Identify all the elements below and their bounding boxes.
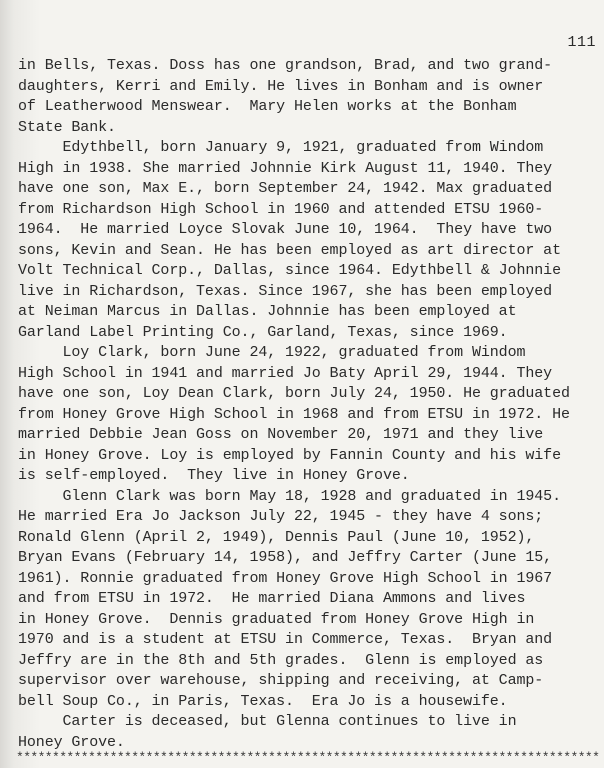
text-line: bell Soup Co., in Paris, Texas. Era Jo is a housewife. [18, 692, 508, 710]
text-line: Honey Grove. [18, 733, 125, 751]
text-line: Jeffry are in the 8th and 5th grades. Glenn is employed as [18, 651, 544, 669]
text-line: have one son, Loy Dean Clark, born July 24, 1950. He graduated [18, 385, 570, 402]
text-line: Bryan Evans (February 14, 1958), and Jeffry Carter (June 15, [18, 549, 553, 566]
text-line: Glenn Clark was born May 18, 1928 and graduated in 1945. [18, 487, 561, 505]
text-line: is self-employed. They live in Honey Grove. [18, 467, 410, 484]
text-line: in Honey Grove. Loy is employed by Fannin County and his wife [18, 446, 561, 464]
text-line: at Neiman Marcus in Dallas. Johnnie has been employed at [18, 303, 517, 320]
body-text [18, 56, 604, 753]
text-line: from Richardson High School in 1960 and attended ETSU 1960- [18, 200, 544, 218]
text-line: live in Richardson, Texas. Since 1967, she has been employed [18, 282, 553, 300]
text-line: 1970 and is a student at ETSU in Commerce, Texas. Bryan and [18, 631, 553, 648]
page-number: 111 [567, 34, 596, 51]
text-line: He married Era Jo Jackson July 22, 1945 - they have 4 sons; [18, 508, 544, 525]
text-line: in Honey Grove. Dennis graduated from Honey Grove High in [18, 610, 535, 628]
text-line: in Bells, Texas. Doss has one grandson, Brad, and two grand- [18, 57, 553, 74]
text-line: daughters, Kerri and Emily. He lives in Bonham and is owner [18, 77, 544, 95]
text-line: 1961). Ronnie graduated from Honey Grove High School in 1967 [18, 569, 553, 587]
text-line: Garland Label Printing Co., Garland, Texas, since 1969. [18, 323, 508, 341]
text-line: sons, Kevin and Sean. He has been employed as art director at [18, 241, 561, 259]
text-line: married Debbie Jean Goss on November 20, 1971 and they live [18, 426, 544, 443]
text-line: 1964. He married Loyce Slovak June 10, 1964. They have two [18, 221, 553, 238]
text-line: Carter is deceased, but Glenna continues to live in [18, 713, 517, 730]
text-line: Volt Technical Corp., Dallas, since 1964. Edythbell & Johnnie [18, 262, 561, 279]
text-line: High in 1938. She married Johnnie Kirk August 11, 1940. They [18, 159, 553, 177]
text-line: State Bank. [18, 118, 116, 136]
text-line: supervisor over warehouse, shipping and receiving, at Camp- [18, 672, 544, 689]
text-line: of Leatherwood Menswear. Mary Helen works at the Bonham [18, 98, 517, 115]
text-line: Edythbell, born January 9, 1921, graduated from Windom [18, 139, 544, 156]
text-line: and from ETSU in 1972. He married Diana Ammons and lives [18, 590, 526, 607]
text-line: High School in 1941 and married Jo Baty April 29, 1944. They [18, 364, 553, 382]
text-line: from Honey Grove High School in 1968 and from ETSU in 1972. He [18, 405, 570, 423]
text-line: have one son, Max E., born September 24, 1942. Max graduated [18, 180, 553, 197]
text-line: Loy Clark, born June 24, 1922, graduated from Windom [18, 344, 526, 361]
text-line: Ronald Glenn (April 2, 1949), Dennis Paul (June 10, 1952), [18, 528, 535, 546]
asterisk-separator: ********************************************************************************* [16, 750, 600, 765]
